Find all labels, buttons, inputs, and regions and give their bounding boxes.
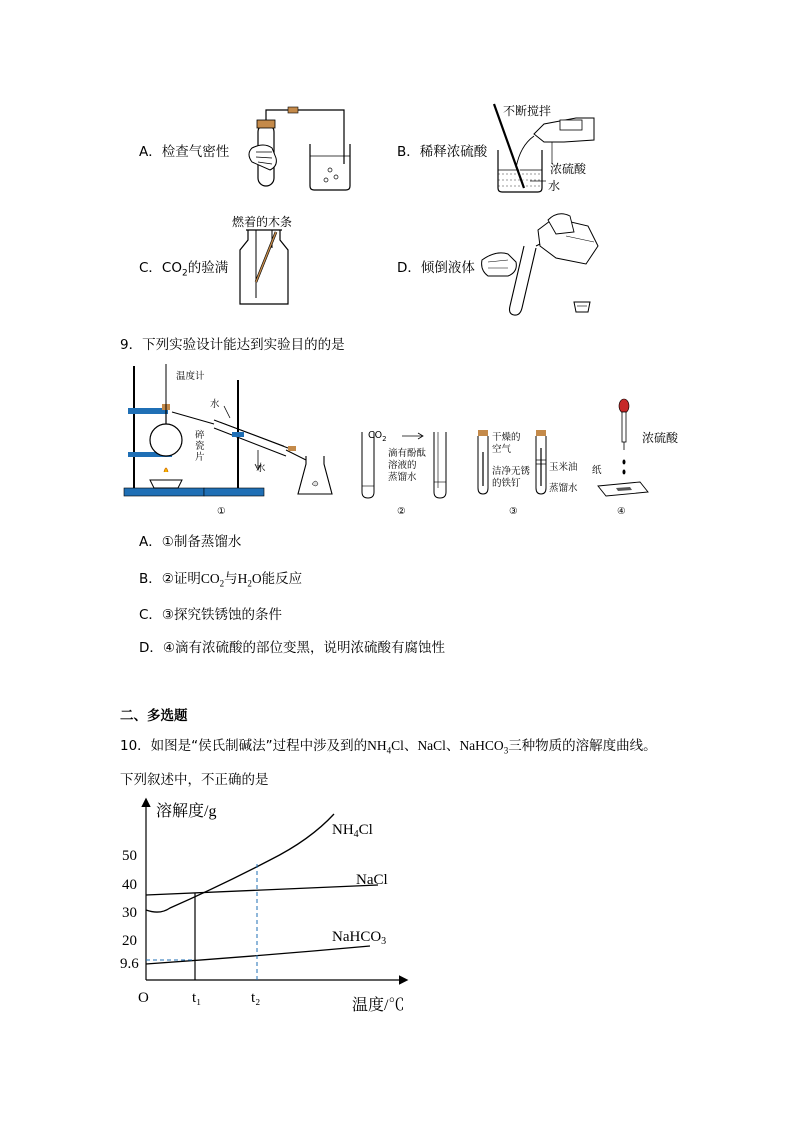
q9-b-post: 能反应 — [261, 571, 303, 587]
nail-1: 洁净无锈 — [492, 466, 531, 477]
q9-b-co2: CO — [200, 571, 220, 586]
q10-line-1 — [120, 734, 657, 756]
q9-option-d[interactable]: D．④滴有浓硫酸的部位变黑，说明浓硫酸有腐蚀性 — [139, 640, 445, 656]
y-axis-label: 溶解度/g — [156, 803, 217, 820]
q10-l1-post: 三种物质的溶解度曲线。 — [508, 738, 657, 754]
q10-nh4-sub: 4 — [386, 745, 392, 756]
q8-option-c[interactable] — [139, 256, 228, 279]
dry-air-1: 干燥的 — [492, 432, 521, 443]
x-axis-label: 温度/℃ — [352, 997, 405, 1014]
q9-b-pre: B．②证明 — [139, 571, 201, 587]
q9-b-co2-sub: 2 — [219, 578, 225, 589]
q9-b-h: H — [237, 571, 248, 586]
chips-line-2: 瓷 — [195, 441, 205, 452]
nail-2: 的铁钉 — [492, 478, 521, 489]
q10-cl: Cl — [391, 738, 404, 753]
q10-l1-pre: 10．如图是“侯氏制碱法”过程中涉及到的 — [120, 738, 368, 754]
q9-b-h-sub: 2 — [247, 578, 252, 589]
nh4cl-curve — [146, 814, 334, 912]
chips-line-1: 碎 — [195, 430, 205, 441]
fig3-number: ③ — [509, 506, 518, 517]
water-out-label: 水 — [256, 463, 266, 474]
q9-option-b[interactable] — [139, 567, 302, 589]
q8-c-sub: 2 — [181, 268, 188, 279]
section-title: 二、多选题 — [120, 708, 188, 724]
distillation-apparatus-image — [120, 360, 340, 505]
fig4-number: ④ — [617, 506, 626, 517]
q10-sep2: 、 — [445, 738, 460, 754]
corn-oil-label: 玉米油 — [549, 462, 578, 473]
fig2-number: ② — [397, 506, 406, 517]
airtightness-apparatus-image — [250, 104, 360, 194]
chips-line-3: 片 — [195, 452, 205, 463]
origin-label: O — [138, 990, 149, 1006]
q8-option-b[interactable]: B．稀释浓硫酸 — [397, 144, 488, 160]
fig2-line-3: 蒸馏水 — [388, 472, 417, 483]
dry-air-label — [492, 432, 521, 456]
y-tick-30: 30 — [122, 905, 137, 921]
paper-label: 纸 — [592, 465, 602, 476]
burning-stick-label: 燃着的木条 — [232, 215, 293, 229]
acid-label: 浓硫酸 — [550, 162, 587, 176]
distilled-water-label: 蒸馏水 — [549, 483, 578, 494]
q10-sep1: 、 — [403, 738, 418, 754]
q9-option-c[interactable]: C．③探究铁锈蚀的条件 — [139, 607, 283, 623]
nail-label — [492, 466, 530, 490]
stir-label: 不断搅拌 — [503, 104, 552, 118]
fig2-line-2: 溶液的 — [388, 460, 417, 471]
water-label: 水 — [548, 179, 561, 193]
nacl-curve — [146, 885, 378, 895]
nahco3-curve — [146, 946, 370, 964]
q10-line-2: 下列叙述中，不正确的是 — [120, 772, 269, 788]
q8-option-d[interactable]: D．倾倒液体 — [397, 260, 475, 276]
acid-dropper-image — [592, 396, 652, 498]
co2-sub: 2 — [382, 434, 387, 443]
solubility-chart — [120, 796, 420, 1016]
fig1-number: ① — [217, 506, 226, 517]
q8-c-prefix: C．CO — [139, 260, 182, 276]
q10-nahco: NaHCO — [459, 738, 504, 753]
q8-c-suffix: 的验满 — [187, 260, 229, 276]
nacl-series-label: NaCl — [356, 872, 388, 888]
y-tick-50: 50 — [122, 848, 137, 864]
nh4cl-series-label — [332, 822, 373, 840]
thermometer-label: 温度计 — [176, 371, 205, 382]
x-tick-t1: t₁ — [192, 990, 202, 1006]
co2-text: CO — [368, 430, 383, 441]
conc-acid-label: 浓硫酸 — [642, 431, 679, 445]
q9-stem: 9．下列实验设计能达到实验目的的是 — [120, 337, 345, 353]
nh4cl-main: NH — [332, 822, 354, 838]
dry-air-2: 空气 — [492, 444, 512, 455]
nahco3-main: NaHCO — [332, 929, 382, 945]
nahco3-series-label — [332, 929, 386, 947]
nh4cl-sub: 4 — [353, 829, 359, 840]
x-tick-t2: t₂ — [251, 990, 261, 1006]
fig2-line-1: 滴有酚酞 — [388, 448, 427, 459]
water-in-label: 水 — [210, 399, 220, 410]
q9-b-o: O — [251, 571, 262, 586]
nahco3-sub: 3 — [381, 936, 387, 947]
q10-nh4: NH — [367, 738, 387, 753]
chips-label — [195, 430, 205, 463]
q9-b-mid: 与 — [224, 571, 238, 587]
phenolphthalein-label — [388, 448, 426, 484]
y-tick-40: 40 — [122, 877, 137, 893]
q8-option-a[interactable]: A．检查气密性 — [139, 144, 230, 160]
pour-liquid-image — [478, 206, 608, 318]
y-tick-9-6: 9.6 — [120, 956, 139, 972]
q9-option-a[interactable]: A．①制备蒸馏水 — [139, 534, 242, 550]
gas-bottle-image — [236, 228, 296, 308]
nh4cl-end: Cl — [358, 822, 373, 838]
y-tick-20: 20 — [122, 933, 137, 949]
co2-label — [368, 430, 387, 443]
q10-nacl: NaCl — [417, 738, 446, 753]
q10-nahco-sub: 3 — [503, 745, 509, 756]
